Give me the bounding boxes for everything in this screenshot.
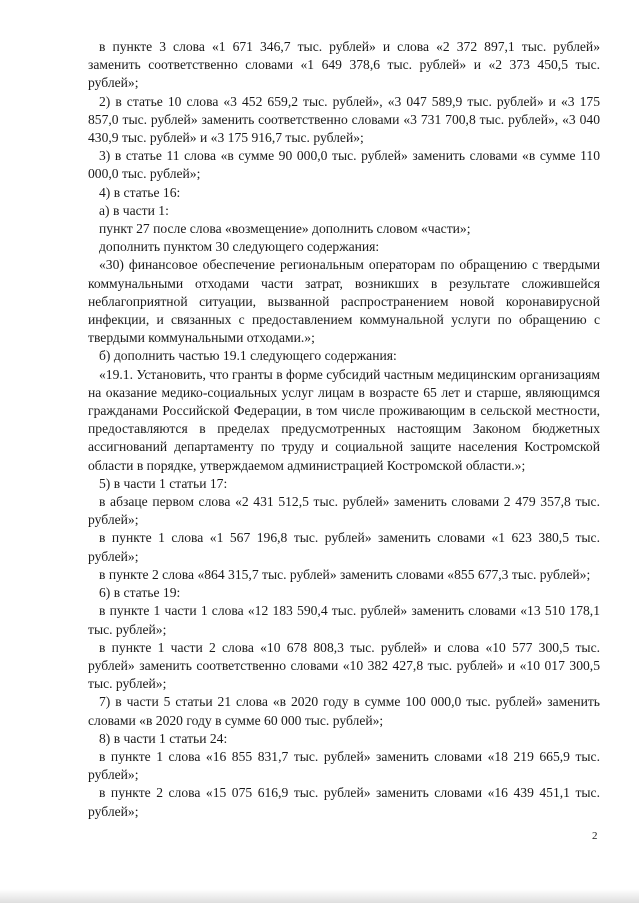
paragraph-16: в пункте 1 части 1 слова «12 183 590,4 тыс. рублей» заменить словами «13 510 178,1 тыс. рублей»; xyxy=(88,603,600,637)
paragraph-6: пункт 27 после слова «возмещение» дополнить словом «части»; xyxy=(99,221,471,237)
scan-edge xyxy=(0,889,639,903)
paragraph-15: 6) в статье 19: xyxy=(99,585,181,601)
paragraph-18: 7) в части 5 статьи 21 слова «в 2020 году в сумме 100 000,0 тыс. рублей» заменить словами «в 2020 году в сумме 60 000 тыс. рублей»; xyxy=(88,694,600,728)
paragraph-9: б) дополнить частью 19.1 следующего содержания: xyxy=(99,348,397,364)
document-body xyxy=(88,38,600,821)
paragraph-1: в пункте 3 слова «1 671 346,7 тыс. рублей» и слова «2 372 897,1 тыс. рублей» заменить соответственно словами «1 649 378,6 тыс. рублей» и «2 373 450,5 тыс. рублей»; xyxy=(88,39,600,91)
paragraph-21: в пункте 2 слова «15 075 616,9 тыс. рублей» заменить словами «16 439 451,1 тыс. рублей»; xyxy=(88,785,600,819)
paragraph-3: 3) в статье 11 слова «в сумме 90 000,0 тыс. рублей» заменить словами «в сумме 110 000,0 тыс. рублей»; xyxy=(88,148,600,182)
paragraph-11: 5) в части 1 статьи 17: xyxy=(99,475,228,491)
paragraph-14: в пункте 2 слова «864 315,7 тыс. рублей» заменить словами «855 677,3 тыс. рублей»; xyxy=(99,566,591,582)
paragraph-4: 4) в статье 16: xyxy=(99,184,181,200)
paragraph-5: а) в части 1: xyxy=(99,202,169,218)
paragraph-17: в пункте 1 части 2 слова «10 678 808,3 тыс. рублей» и слова «10 577 300,5 тыс. рублей» заменить соответственно словами «10 382 427,8 тыс. рублей» и «10 017 300,5 тыс. рублей»; xyxy=(88,639,600,692)
paragraph-7: дополнить пунктом 30 следующего содержания: xyxy=(99,239,380,255)
paragraph-13: в пункте 1 слова «1 567 196,8 тыс. рублей» заменить словами «1 623 380,5 тыс. рублей»; xyxy=(88,530,600,564)
paragraph-19: 8) в части 1 статьи 24: xyxy=(99,730,228,746)
paragraph-10: «19.1. Установить, что гранты в форме субсидий частным медицинским организациям на оказание медико-социальных услуг лицам в возрасте 65 лет и старше, являющимся гражданами Российской Федерации, в том числе проживающим в сельской местности, предоставляются в пределах предусмотренных настоящим Законом бюджетных ассигнований департаменту по труду и социальной защите населения Костромской области в порядке, утверждаемом администрацией Костромской области.»; xyxy=(88,366,601,473)
paragraph-8: «30) финансовое обеспечение региональным операторам по обращению с твердыми коммунальными отходами части затрат, возникших в результате сложившейся неблагоприятной ситуации, вызванной распространением новой коронавирусной инфекции, и связанных с предоставлением коммунальной услуги по обращению с твердыми коммунальными отходами.»; xyxy=(88,257,600,346)
paragraph-20: в пункте 1 слова «16 855 831,7 тыс. рублей» заменить словами «18 219 665,9 тыс. рублей»; xyxy=(88,748,600,783)
page-number: 2 xyxy=(592,830,598,842)
paragraph-2: 2) в статье 10 слова «3 452 659,2 тыс. рублей», «3 047 589,9 тыс. рублей» и «3 175 857,0 тыс. рублей» заменить соответственно словами «3 731 700,8 тыс. рублей», «3 040 430,9 тыс. рублей» и «3 175 916,7 тыс. рублей»; xyxy=(88,93,600,146)
paragraph-12: в абзаце первом слова «2 431 512,5 тыс. рублей» заменить словами 2 479 357,8 тыс. рублей»; xyxy=(88,494,600,528)
